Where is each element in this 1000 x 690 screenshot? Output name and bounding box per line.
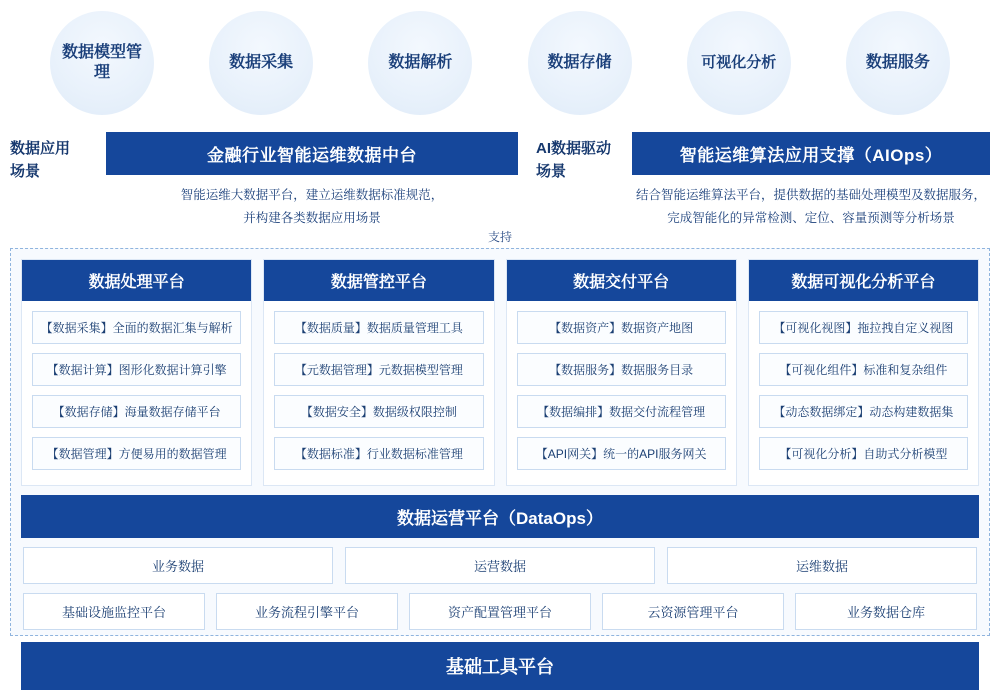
list-item: 【可视化组件】标准和复杂组件	[759, 353, 968, 386]
support-label: 支持	[487, 230, 512, 244]
base-tool-platform-title: 基础工具平台	[21, 642, 979, 690]
list-item: 【数据计算】图形化数据计算引擎	[32, 353, 241, 386]
column-items	[22, 301, 251, 485]
cell-business-process-engine-platform: 业务流程引擎平台	[216, 593, 398, 630]
column-items	[749, 301, 978, 485]
bubble-label: 可视化分析	[701, 53, 777, 71]
bubble-data-parsing	[368, 11, 472, 115]
dataops-rows	[21, 547, 979, 630]
list-item: 【数据质量】数据质量管理工具	[274, 311, 483, 344]
scenario-right-desc-line2: 完成智能化的异常检测、定位、容量预测等分析场景	[667, 211, 955, 226]
column-title: 数据可视化分析平台	[749, 260, 978, 301]
scenario-data-application	[10, 132, 518, 230]
scenario-left-title: 金融行业智能运维数据中台	[106, 132, 518, 175]
scenario-right-label-line2: 场景	[536, 162, 567, 180]
platform-container	[10, 248, 990, 677]
list-item: 【数据存储】海量数据存储平台	[32, 395, 241, 428]
bubble-visual-analysis	[687, 11, 791, 115]
list-item: 【数据管理】方便易用的数据管理	[32, 437, 241, 470]
scenario-left-label	[10, 132, 106, 230]
bubble-data-service	[846, 11, 950, 115]
cell-infrastructure-monitoring-platform: 基础设施监控平台	[23, 593, 205, 630]
column-data-visualization-platform	[748, 259, 979, 486]
column-title: 数据管控平台	[264, 260, 493, 301]
cell-business-data: 业务数据	[23, 547, 333, 584]
list-item: 【元数据管理】元数据模型管理	[274, 353, 483, 386]
list-item: 【可视化分析】自助式分析模型	[759, 437, 968, 470]
bubble-label: 数据解析	[388, 54, 453, 71]
column-items	[507, 301, 736, 485]
cell-cloud-resource-management-platform: 云资源管理平台	[602, 593, 784, 630]
capability-bubbles	[50, 8, 950, 118]
scenario-left-description	[106, 175, 518, 230]
dataops-data-row	[23, 547, 977, 584]
column-items	[264, 301, 493, 485]
cell-asset-config-management-platform: 资产配置管理平台	[409, 593, 591, 630]
column-data-processing-platform	[21, 259, 252, 486]
bubble-data-model-management	[50, 11, 154, 115]
list-item: 【数据标准】行业数据标准管理	[274, 437, 483, 470]
column-data-governance-platform	[263, 259, 494, 486]
cell-operation-data: 运营数据	[345, 547, 655, 584]
scenario-ai-data-driven	[536, 132, 990, 230]
cell-business-data-warehouse: 业务数据仓库	[795, 593, 977, 630]
list-item: 【API网关】统一的API服务网关	[517, 437, 726, 470]
scenario-left-body	[106, 132, 518, 230]
list-item: 【数据资产】数据资产地图	[517, 311, 726, 344]
bubble-data-storage	[528, 11, 632, 115]
list-item: 【数据编排】数据交付流程管理	[517, 395, 726, 428]
scenario-left-desc-line1: 智能运维大数据平台，建立运维数据标准规范，	[180, 188, 444, 202]
scenario-left-label-line2: 场景	[10, 162, 41, 180]
dataops-title: 数据运营平台（DataOps）	[21, 495, 979, 538]
scenario-right-title: 智能运维算法应用支撑（AIOps）	[632, 132, 990, 175]
column-title: 数据处理平台	[22, 260, 251, 301]
bubble-data-collection	[209, 11, 313, 115]
list-item: 【数据服务】数据服务目录	[517, 353, 726, 386]
scenario-right-desc-line1: 结合智能运维算法平台，提供数据的基础处理模型及数据服务，	[636, 188, 987, 202]
dataops-platform-row	[23, 593, 977, 630]
column-data-delivery-platform	[506, 259, 737, 486]
list-item: 【动态数据绑定】动态构建数据集	[759, 395, 968, 428]
list-item: 【数据采集】全面的数据汇集与解析	[32, 311, 241, 344]
bubble-label: 数据采集	[229, 54, 294, 71]
scenario-left-label-line1: 数据应用	[10, 140, 71, 157]
list-item: 【数据安全】数据级权限控制	[274, 395, 483, 428]
scenario-right-label-line1: AI数据驱动	[536, 140, 612, 157]
column-title: 数据交付平台	[507, 260, 736, 301]
scenario-left-desc-line2: 并构建各类数据应用场景	[243, 211, 381, 226]
bubble-label: 数据模型管理	[61, 44, 142, 81]
scenario-right-label	[536, 132, 632, 230]
scenario-band	[10, 132, 990, 230]
scenario-right-body	[632, 132, 990, 230]
list-item: 【可视化视图】拖拉拽自定义视图	[759, 311, 968, 344]
cell-maintenance-data: 运维数据	[667, 547, 977, 584]
platform-columns	[21, 259, 979, 486]
bubble-label: 数据服务	[865, 54, 930, 71]
scenario-right-description	[632, 175, 990, 230]
bubble-label: 数据存储	[547, 54, 612, 71]
